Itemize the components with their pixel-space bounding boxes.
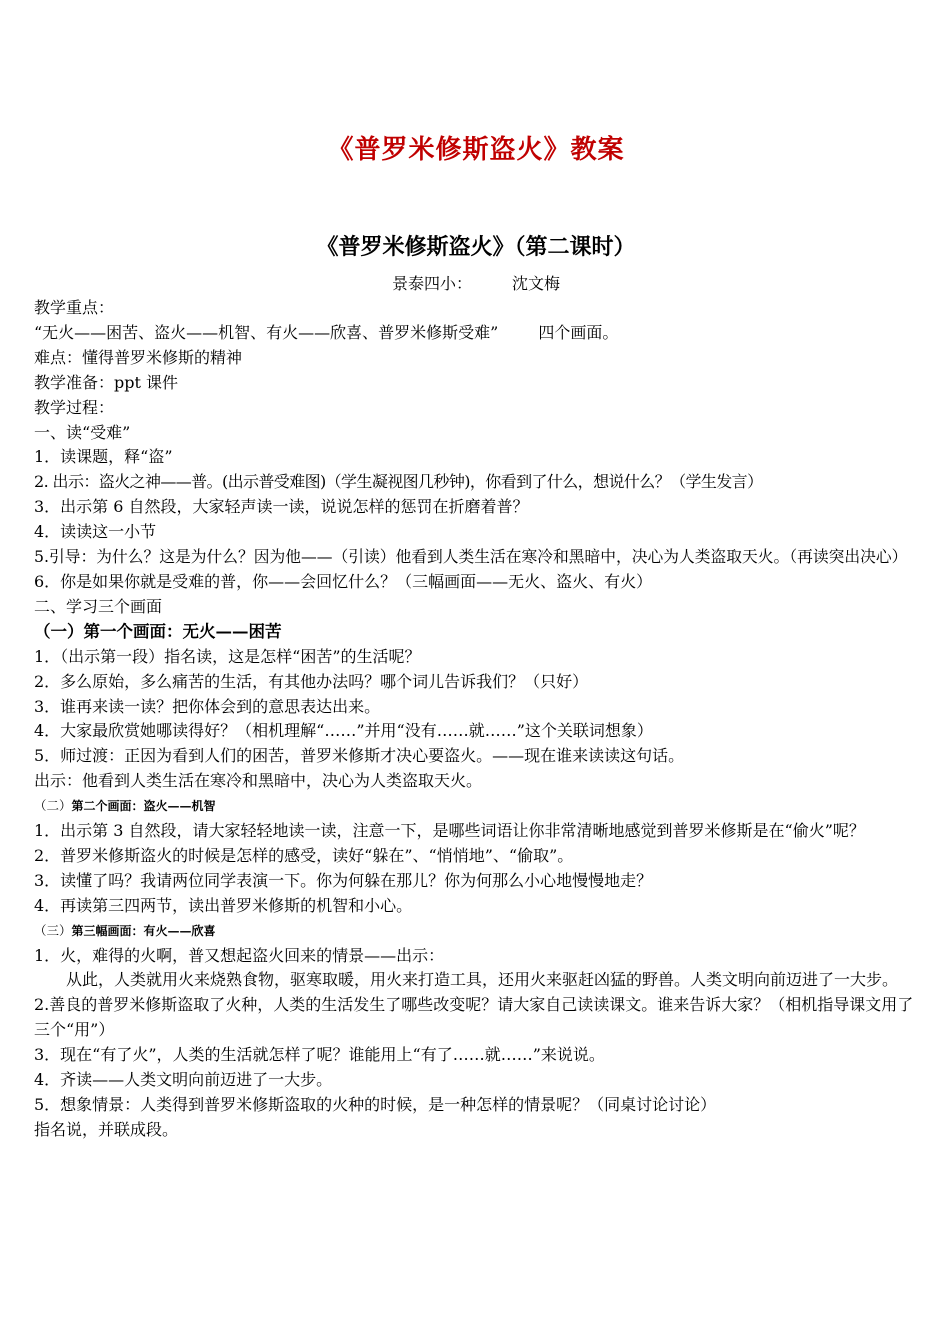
text-line — [34, 321, 918, 346]
text-line: 2. 出示：盗火之神——普。(出示普受难图)（学生凝视图几秒钟)，你看到了什么，想说什么？（学生发言） — [34, 472, 763, 492]
text-line: 4．读读这一小节 — [34, 522, 157, 542]
text-line: 难点：懂得普罗米修斯的精神 — [34, 347, 243, 367]
text-line: 2．多么原始，多么痛苦的生活，有其他办法吗？哪个词儿告诉我们？（只好） — [34, 671, 589, 691]
teacher-name: 沈文梅 — [512, 274, 561, 293]
section-heading: 二、学习三个画面 — [34, 596, 163, 616]
text-line: 5.引导：为什么？这是为什么？因为他——（引读）他看到人类生活在寒冷和黑暗中，决心为人类盗取天火。（再读突出决心） — [34, 547, 908, 567]
subsection-title: 第三幅画面：有火——欣喜 — [71, 923, 216, 938]
text-line: 3．现在“有了火”，人类的生活就怎样了呢？谁能用上“有了……就……”来说说。 — [34, 1045, 605, 1065]
text-line: 教学重点： — [34, 298, 115, 317]
text-line: 3．谁再来读一读？把你体会到的意思表达出来。 — [34, 696, 381, 716]
quoted-paragraph: 从此，人类就用火来烧熟食物，驱寒取暖，用火来打造工具，还用火来驱赶凶猛的野兽。人类文明向前迈进了一大步。 — [66, 970, 899, 990]
text-line: 2.善良的普罗米修斯盗取了火种，人类的生活发生了哪些改变呢？请大家自己读读课文。谁来告诉大家？（相机指导课文用了三个“用”） — [34, 995, 914, 1040]
text-line: 5．想象情景：人类得到普罗米修斯盗取的火种的时候，是一种怎样的情景呢？（同桌讨论讨论） — [34, 1095, 717, 1114]
text-line: 2．普罗米修斯盗火的时候是怎样的感受，读好“躲在”、“悄悄地”、“偷取”。 — [34, 845, 574, 865]
text-line: 4．齐读——人类文明向前迈进了一大步。 — [34, 1070, 333, 1090]
subsection-heading: （一）第一个画面：无火——困苦 — [34, 621, 282, 641]
section-heading: 一、读“受难” — [34, 422, 131, 442]
text-line: 4．大家最欣赏她哪读得好？（相机理解“……”并用“没有……就……”这个关联词想象） — [34, 721, 653, 741]
text-line: 3．出示第 6 自然段，大家轻声读一读，说说怎样的惩罚在折磨着普？ — [34, 497, 529, 517]
document-title: 《普罗米修斯盗火》教案 — [327, 135, 625, 165]
text-line-part: “无火——困苦、盗火——机智、有火——欣喜、普罗米修斯受难” — [34, 322, 499, 342]
subsection-heading — [34, 794, 918, 819]
school-name: 景泰四小： — [391, 274, 472, 293]
text-line: 1．出示第 3 自然段，请大家轻轻地读一读，注意一下，是哪些词语让你非常清晰地感觉到普罗米修斯是在“偷火”呢？ — [34, 821, 865, 841]
text-line: 出示：他看到人类生活在寒冷和黑暗中，决心为人类盗取天火。 — [34, 771, 483, 791]
lesson-body — [34, 296, 918, 1143]
text-line: 6．你是如果你就是受难的普，你——会回忆什么？（三幅画面——无火、盗火、有火） — [34, 571, 653, 591]
text-line: 4．再读第三四两节，读出普罗米修斯的机智和小心。 — [34, 895, 413, 915]
text-line: 指名说，并联成段。 — [34, 1119, 179, 1139]
text-line: 5．师过渡：正因为看到人们的困苦，普罗米修斯才决心要盗火。——现在谁来读读这句话。 — [34, 746, 685, 766]
author-line — [34, 272, 918, 296]
text-line-part: 四个画面。 — [538, 322, 619, 342]
lesson-subtitle: 《普罗米修斯盗火》（第二课时） — [316, 234, 636, 260]
subsection-heading — [34, 919, 918, 944]
text-line: 3．读懂了吗？我请两位同学表演一下。你为何躲在那儿？你为何那么小心地慢慢地走？ — [34, 870, 653, 890]
text-line: 1．读课题，释“盗” — [34, 447, 173, 467]
text-line: 教学准备：ppt 课件 — [34, 372, 179, 392]
subsection-number: （三） — [34, 922, 72, 938]
subsection-number: （二） — [34, 798, 72, 814]
text-line: 1．火，难得的火啊，普又想起盗火回来的情景——出示： — [34, 945, 445, 965]
text-line: 教学过程： — [34, 397, 115, 417]
subsection-title: 第二个画面：盗火——机智 — [71, 799, 216, 814]
text-line: 1．（出示第一段）指名读，这是怎样“困苦”的生活呢？ — [34, 646, 421, 666]
